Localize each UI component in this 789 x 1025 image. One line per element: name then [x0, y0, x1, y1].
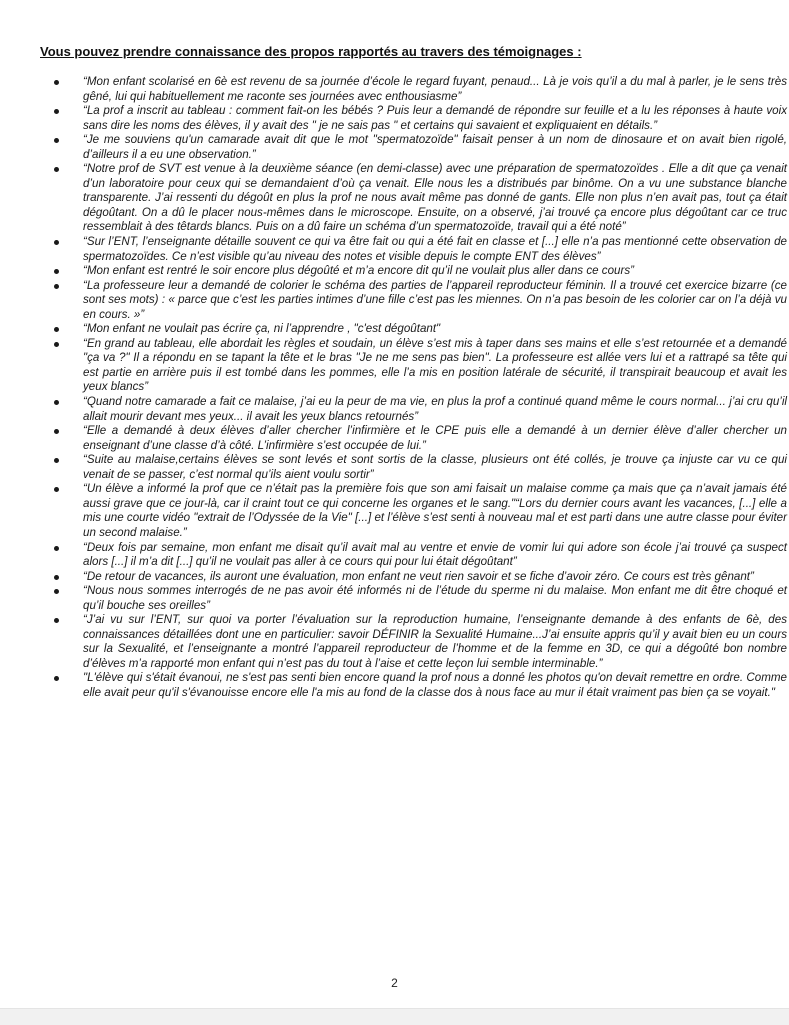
bullet-icon	[54, 546, 59, 551]
testimony-item	[83, 613, 787, 671]
testimony-text: “En grand au tableau, elle abordait les règles et soudain, un élève s’est mis à taper dans ses mains et elle s’est retournée et a demandé "ça va ?" Il a répondu en se tapant la tête et le bras "Je ne me sens pas bien". La professeure est allée vers lui et a rattrapé sa tête qui est partie en arrière puis il est tombé dans les pommes, elle l’a mis en position latérale de sécurité, il transpirait beaucoup et avait les yeux blancs”	[83, 336, 787, 394]
testimony-item	[83, 671, 787, 700]
bullet-icon	[54, 327, 59, 332]
bullet-icon	[54, 458, 59, 463]
testimony-text: "L'élève qui s'était évanoui, ne s'est pas senti bien encore quand la prof nous a donné les photos qu'on devait remettre en ordre. Comme elle avait peur qu'il s'évanouisse encore elle l'a mis au fond de la classe dos à nous face au mur il était vraiment pas bien ça se voyait."	[83, 671, 787, 699]
testimony-item	[83, 584, 787, 613]
testimony-item	[83, 162, 787, 235]
section-heading-text: Vous pouvez prendre connaissance des propos rapportés au travers des témoignages	[40, 44, 574, 59]
testimony-text: “Notre prof de SVT est venue à la deuxième séance (en demi-classe) avec une préparation de spermatozoïdes . Elle a dit que ça venait d’un laboratoire pour ceux qui se demandaient d’où ça venait. Elle nous les a distribués par binôme. On a vu une substance blanche transparente. J’ai ressenti du dégoût en plus la prof ne nous avait même pas donné de gants. Elle non plus n’en avait pas, tout ça était dégoûtant. On a dû le placer nous-mêmes dans le microscope. Ensuite, on a observé, j’ai trouvé ça encore plus dégoûtant car ce truc ressemblait à des têtards blancs. Puis on a dû faire un schéma d’un spermatozoïde, travail qui a été noté”	[83, 162, 787, 234]
section-heading	[40, 44, 582, 59]
testimony-item	[83, 541, 787, 570]
bullet-icon	[54, 676, 59, 681]
testimony-item	[83, 264, 787, 279]
testimony-item	[83, 235, 787, 264]
testimony-text: “La professeure leur a demandé de colorier le schéma des parties de l’appareil reproducteur féminin. Il a trouvé cet exercice bizarre (ce sont ses mots) : « parce que c’est les parties intimes d’une fille c’est pas les miennes. On n’a pas besoin de les colorier car on l’a déjà vu en cours. »”	[83, 278, 787, 321]
bullet-icon	[54, 284, 59, 289]
bullet-icon	[54, 400, 59, 405]
viewer-bottom-strip	[0, 1008, 789, 1025]
bullet-icon	[54, 429, 59, 434]
testimony-text: “Quand notre camarade a fait ce malaise, j’ai eu la peur de ma vie, en plus la prof a continué quand même le cours normal... j’ai cru qu’il allait mourir devant mes yeux... il avait les yeux blancs retournés”	[83, 395, 787, 423]
testimony-item	[83, 279, 787, 323]
bullet-icon	[54, 618, 59, 623]
bullet-icon	[54, 269, 59, 274]
testimony-item	[83, 482, 787, 540]
bullet-icon	[54, 109, 59, 114]
section-heading-colon: :	[573, 44, 582, 59]
testimony-text: “Elle a demandé à deux élèves d’aller chercher l’infirmière et le CPE puis elle a demandé à un dernier élève d’aller chercher un enseignant d’une classe d’à côté. L’infirmière s’est occupée de lui.”	[83, 424, 787, 452]
bullet-icon	[54, 487, 59, 492]
testimony-text: “La prof a inscrit au tableau : comment fait-on les bébés ? Puis leur a demandé de répondre sur feuille et a lu les réponses à haute voix sans dire les noms des élèves, il y avait des " je ne sais pas " et certains qui savaient et expliquaient en détails.”	[83, 104, 787, 132]
testimony-list	[49, 75, 787, 701]
testimony-item	[83, 337, 787, 395]
testimony-text: “Deux fois par semaine, mon enfant me disait qu’il avait mal au ventre et envie de vomir lui qui adore son école j’ai trouvé ça suspect alors [...] il m’a dit [...] qu’il ne voulait pas aller à ce cours qui pour lui était dégoûtant”	[83, 540, 787, 569]
bullet-icon	[54, 342, 59, 347]
bullet-icon	[54, 138, 59, 143]
testimony-text: “Mon enfant ne voulait pas écrire ça, ni l’apprendre , "c'est dégoûtant"	[83, 322, 441, 336]
testimony-item	[83, 424, 787, 453]
testimony-item	[83, 453, 787, 482]
bullet-icon	[54, 167, 59, 172]
bullet-icon	[54, 575, 59, 580]
page-number: 2	[391, 976, 398, 990]
testimony-text: “Mon enfant est rentré le soir encore plus dégoûté et m’a encore dit qu’il ne voulait plus aller dans ce cours”	[83, 264, 635, 278]
bullet-icon	[54, 589, 59, 594]
testimony-item	[83, 322, 787, 337]
testimony-text: “Un élève a informé la prof que ce n’était pas la première fois que son ami faisait un malaise comme ça mais que ça n’avait jamais été aussi grave que ce jour-là, car il craint tout ce qui concerne les organes et le sang."“Lors du dernier cours avant les vacances, [...] elle a mis une courte vidéo "extrait de l’Odyssée de la Vie" [...] et l’élève s’est senti à nouveau mal et est parti dans une autre classe pour éviter un second malaise.”	[83, 482, 787, 539]
testimony-item	[83, 570, 787, 585]
testimony-item	[83, 75, 787, 104]
testimony-text: “Mon enfant scolarisé en 6è est revenu de sa journée d’école le regard fuyant, penaud... Là je vois qu’il a du mal à parler, je le sens très gêné, lui qui habituellement me raconte ses journées avec enthousiasme”	[83, 75, 787, 103]
bullet-icon	[54, 240, 59, 245]
testimony-item	[83, 395, 787, 424]
testimony-item	[83, 104, 787, 133]
testimony-text: “J’ai vu sur l’ENT, sur quoi va porter l’évaluation sur la reproduction humaine, l’enseignante demande à des enfants de 6è, des connaissances détaillées dont une en particulier: savoir DÉFINIR la Sexualité Humaine...J’ai ensuite appris qu’il y avait bien eu un cours sur la Sexualité, et l’enseignante a montré l’appareil reproducteur de l’homme et de la femme en 3D, ce qui a dégoûté bon nombre d’élèves m’a rapporté mon enfant qui n’est pas du tout à l’aise et cette leçon lui semble interminable.”	[83, 613, 787, 670]
testimony-text: “De retour de vacances, ils auront une évaluation, mon enfant ne veut rien savoir et se fiche d’avoir zéro. Ce cours est très gênant”	[83, 569, 754, 583]
testimony-text: “Je me souviens qu'un camarade avait dit que le mot "spermatozoïde" faisait penser à un nom de dinosaure et on avait bien rigolé, d’ailleurs il a eu une observation.”	[83, 133, 787, 161]
testimony-text: “Nous nous sommes interrogés de ne pas avoir été informés ni de l’étude du sperme ni du malaise. Mon enfant me dit être choqué et qu’il bouche ses oreilles”	[83, 584, 787, 612]
testimony-item	[83, 133, 787, 162]
bullet-icon	[54, 80, 59, 85]
testimony-text: “Sur l’ENT, l’enseignante détaille souvent ce qui va être fait ou qui a été fait en classe et [...] elle n’a pas mentionné cette observation de spermatozoïdes. Ce n’est visible qu’au niveau des notes et visible depuis le compte ENT des élèves”	[83, 235, 787, 263]
testimony-text: “Suite au malaise,certains élèves se sont levés et sont sortis de la classe, plusieurs ont été collés, je trouve ça injuste car vu ce qui venait de se passer, c’est normal qu’ils aient voulu sortir”	[83, 453, 787, 481]
